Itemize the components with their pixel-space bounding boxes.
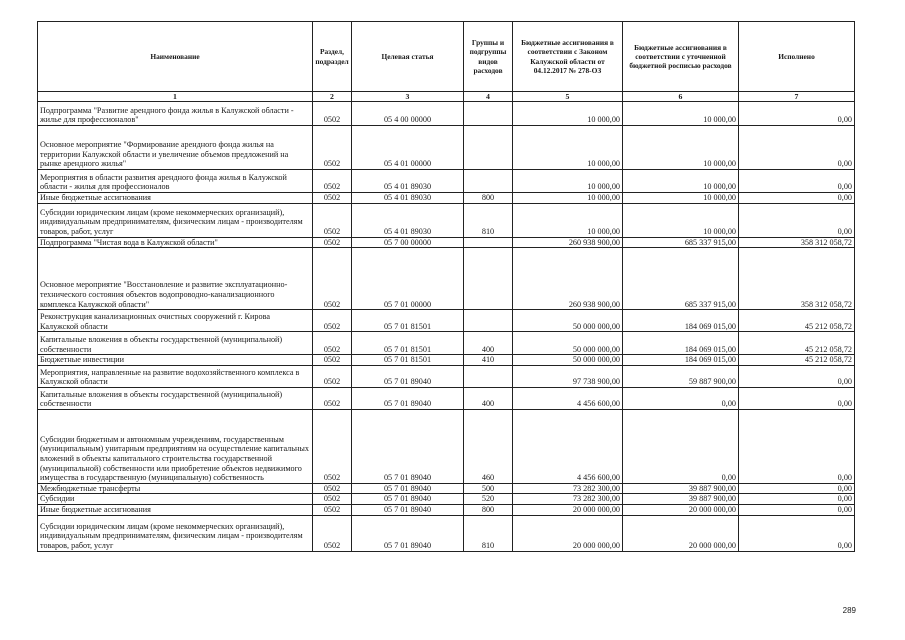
row-name: Межбюджетные трансферты bbox=[38, 483, 313, 494]
row-executed-amount: 45 212 058,72 bbox=[739, 310, 855, 332]
row-executed-amount: 0,00 bbox=[739, 365, 855, 387]
row-law-amount: 10 000,00 bbox=[513, 126, 623, 170]
row-target: 05 7 01 00000 bbox=[352, 248, 464, 310]
row-section: 0502 bbox=[313, 515, 352, 551]
row-target: 05 7 01 89040 bbox=[352, 409, 464, 483]
row-name: Субсидии юридическим лицам (кроме некоммерческих организаций), индивидуальным предпринимателям, физическим лицам - производителям товаров, работ, услуг bbox=[38, 203, 313, 237]
table-row bbox=[38, 193, 855, 204]
row-section: 0502 bbox=[313, 365, 352, 387]
table-row bbox=[38, 504, 855, 515]
row-name: Основное мероприятие "Восстановление и развитие эксплуатационно-технического состояния объектов водопроводно-канализационного комплекса Калужской области" bbox=[38, 248, 313, 310]
row-law-amount: 73 282 300,00 bbox=[513, 494, 623, 505]
row-target: 05 7 01 89040 bbox=[352, 515, 464, 551]
row-name: Мероприятия, направленные на развитие водохозяйственного комплекса в Калужской области bbox=[38, 365, 313, 387]
row-revised-amount: 39 887 900,00 bbox=[623, 494, 739, 505]
row-law-amount: 20 000 000,00 bbox=[513, 515, 623, 551]
row-executed-amount: 0,00 bbox=[739, 102, 855, 126]
row-revised-amount: 10 000,00 bbox=[623, 203, 739, 237]
row-law-amount: 20 000 000,00 bbox=[513, 504, 623, 515]
row-group: 410 bbox=[464, 355, 513, 366]
row-section: 0502 bbox=[313, 310, 352, 332]
row-section: 0502 bbox=[313, 170, 352, 193]
row-section: 0502 bbox=[313, 193, 352, 204]
column-number: 4 bbox=[464, 92, 513, 102]
row-name: Капитальные вложения в объекты государственной (муниципальной) собственности bbox=[38, 387, 313, 409]
row-section: 0502 bbox=[313, 504, 352, 515]
row-target: 05 7 01 89040 bbox=[352, 387, 464, 409]
row-law-amount: 73 282 300,00 bbox=[513, 483, 623, 494]
row-name: Иные бюджетные ассигнования bbox=[38, 504, 313, 515]
row-target: 05 7 01 81501 bbox=[352, 355, 464, 366]
row-revised-amount: 184 069 015,00 bbox=[623, 355, 739, 366]
row-revised-amount: 184 069 015,00 bbox=[623, 310, 739, 332]
row-section: 0502 bbox=[313, 483, 352, 494]
row-group bbox=[464, 310, 513, 332]
column-number: 6 bbox=[623, 92, 739, 102]
row-executed-amount: 0,00 bbox=[739, 515, 855, 551]
row-executed-amount: 0,00 bbox=[739, 504, 855, 515]
table-row bbox=[38, 170, 855, 193]
row-revised-amount: 10 000,00 bbox=[623, 102, 739, 126]
row-target: 05 7 00 00000 bbox=[352, 237, 464, 248]
row-group: 520 bbox=[464, 494, 513, 505]
row-name: Реконструкция канализационных очистных сооружений г. Кирова Калужской области bbox=[38, 310, 313, 332]
header-law-allocation: Бюджетные ассигнования в соответствии с Законом Калужской области от 04.12.2017 № 278-ОЗ bbox=[513, 22, 623, 92]
row-name: Субсидии бюджетным и автономным учреждениям, государственным (муниципальным) унитарным предприятиям на осуществление капитальных вложений в объекты капитального строительства государственной (муниципальной) собственности или приобретение объектов недвижимого имущества в государственную (муниципальную) собственность bbox=[38, 409, 313, 483]
row-law-amount: 50 000 000,00 bbox=[513, 355, 623, 366]
row-target: 05 7 01 89040 bbox=[352, 504, 464, 515]
column-number: 1 bbox=[38, 92, 313, 102]
row-group bbox=[464, 237, 513, 248]
row-section: 0502 bbox=[313, 126, 352, 170]
row-executed-amount: 0,00 bbox=[739, 483, 855, 494]
row-group bbox=[464, 248, 513, 310]
row-group: 800 bbox=[464, 193, 513, 204]
row-section: 0502 bbox=[313, 409, 352, 483]
row-target: 05 7 01 89040 bbox=[352, 365, 464, 387]
row-law-amount: 10 000,00 bbox=[513, 102, 623, 126]
row-law-amount: 10 000,00 bbox=[513, 203, 623, 237]
table-row bbox=[38, 102, 855, 126]
row-revised-amount: 685 337 915,00 bbox=[623, 248, 739, 310]
row-law-amount: 50 000 000,00 bbox=[513, 310, 623, 332]
row-section: 0502 bbox=[313, 332, 352, 355]
row-law-amount: 4 456 600,00 bbox=[513, 409, 623, 483]
row-group bbox=[464, 126, 513, 170]
column-number: 2 bbox=[313, 92, 352, 102]
table-row bbox=[38, 203, 855, 237]
header-executed: Исполнено bbox=[739, 22, 855, 92]
row-target: 05 7 01 81501 bbox=[352, 332, 464, 355]
table-row bbox=[38, 237, 855, 248]
row-executed-amount: 0,00 bbox=[739, 170, 855, 193]
row-revised-amount: 20 000 000,00 bbox=[623, 515, 739, 551]
header-target: Целевая статья bbox=[352, 22, 464, 92]
budget-sheet bbox=[37, 21, 855, 552]
table-row bbox=[38, 483, 855, 494]
budget-table bbox=[37, 21, 855, 552]
row-revised-amount: 184 069 015,00 bbox=[623, 332, 739, 355]
header-row bbox=[38, 22, 855, 92]
row-revised-amount: 0,00 bbox=[623, 409, 739, 483]
page-number: 289 bbox=[842, 606, 856, 615]
table-row bbox=[38, 332, 855, 355]
row-group: 810 bbox=[464, 515, 513, 551]
row-executed-amount: 358 312 058,72 bbox=[739, 237, 855, 248]
row-executed-amount: 0,00 bbox=[739, 409, 855, 483]
row-group: 500 bbox=[464, 483, 513, 494]
row-group bbox=[464, 365, 513, 387]
row-name: Субсидии юридическим лицам (кроме некоммерческих организаций), индивидуальным предпринимателям, физическим лицам - производителям товаров, работ, услуг bbox=[38, 515, 313, 551]
column-number: 7 bbox=[739, 92, 855, 102]
row-revised-amount: 10 000,00 bbox=[623, 193, 739, 204]
header-name: Наименование bbox=[38, 22, 313, 92]
row-name: Капитальные вложения в объекты государственной (муниципальной) собственности bbox=[38, 332, 313, 355]
row-name: Субсидии bbox=[38, 494, 313, 505]
row-law-amount: 260 938 900,00 bbox=[513, 248, 623, 310]
table-row bbox=[38, 126, 855, 170]
row-group: 460 bbox=[464, 409, 513, 483]
table-row bbox=[38, 365, 855, 387]
row-revised-amount: 10 000,00 bbox=[623, 126, 739, 170]
row-revised-amount: 59 887 900,00 bbox=[623, 365, 739, 387]
row-law-amount: 97 738 900,00 bbox=[513, 365, 623, 387]
row-law-amount: 4 456 600,00 bbox=[513, 387, 623, 409]
table-row bbox=[38, 248, 855, 310]
row-law-amount: 50 000 000,00 bbox=[513, 332, 623, 355]
row-revised-amount: 10 000,00 bbox=[623, 170, 739, 193]
row-target: 05 4 01 89030 bbox=[352, 193, 464, 204]
row-revised-amount: 20 000 000,00 bbox=[623, 504, 739, 515]
row-name: Подпрограмма "Чистая вода в Калужской области" bbox=[38, 237, 313, 248]
row-target: 05 7 01 89040 bbox=[352, 494, 464, 505]
row-law-amount: 260 938 900,00 bbox=[513, 237, 623, 248]
column-number: 5 bbox=[513, 92, 623, 102]
table-row bbox=[38, 355, 855, 366]
row-executed-amount: 358 312 058,72 bbox=[739, 248, 855, 310]
row-executed-amount: 45 212 058,72 bbox=[739, 355, 855, 366]
table-row bbox=[38, 515, 855, 551]
row-group bbox=[464, 170, 513, 193]
row-section: 0502 bbox=[313, 203, 352, 237]
row-law-amount: 10 000,00 bbox=[513, 193, 623, 204]
header-revised-allocation: Бюджетные ассигнования в соответствии с уточненной бюджетной росписью расходов bbox=[623, 22, 739, 92]
row-section: 0502 bbox=[313, 248, 352, 310]
row-revised-amount: 39 887 900,00 bbox=[623, 483, 739, 494]
header-section: Раздел, подраздел bbox=[313, 22, 352, 92]
row-group: 400 bbox=[464, 332, 513, 355]
row-target: 05 4 01 89030 bbox=[352, 170, 464, 193]
row-name: Мероприятия в области развития арендного фонда жилья в Калужской области - жилья для профессионалов bbox=[38, 170, 313, 193]
row-target: 05 7 01 81501 bbox=[352, 310, 464, 332]
row-law-amount: 10 000,00 bbox=[513, 170, 623, 193]
table-row bbox=[38, 387, 855, 409]
row-section: 0502 bbox=[313, 237, 352, 248]
row-name: Основное мероприятие "Формирование арендного фонда жилья на территории Калужской области и увеличение объемов предложений на рынке арендного жилья" bbox=[38, 126, 313, 170]
row-section: 0502 bbox=[313, 387, 352, 409]
row-revised-amount: 685 337 915,00 bbox=[623, 237, 739, 248]
row-name: Бюджетные инвестиции bbox=[38, 355, 313, 366]
row-executed-amount: 0,00 bbox=[739, 387, 855, 409]
row-revised-amount: 0,00 bbox=[623, 387, 739, 409]
row-target: 05 4 01 89030 bbox=[352, 203, 464, 237]
table-row bbox=[38, 494, 855, 505]
budget-rows bbox=[38, 102, 855, 552]
column-number: 3 bbox=[352, 92, 464, 102]
row-name: Иные бюджетные ассигнования bbox=[38, 193, 313, 204]
table-row bbox=[38, 310, 855, 332]
row-executed-amount: 0,00 bbox=[739, 126, 855, 170]
row-target: 05 4 00 00000 bbox=[352, 102, 464, 126]
row-group: 800 bbox=[464, 504, 513, 515]
row-section: 0502 bbox=[313, 355, 352, 366]
column-number-row bbox=[38, 92, 855, 102]
row-section: 0502 bbox=[313, 494, 352, 505]
row-group: 810 bbox=[464, 203, 513, 237]
row-group: 400 bbox=[464, 387, 513, 409]
row-executed-amount: 45 212 058,72 bbox=[739, 332, 855, 355]
row-name: Подпрограмма "Развитие арендного фонда жилья в Калужской области - жилье для профессионалов" bbox=[38, 102, 313, 126]
row-target: 05 7 01 89040 bbox=[352, 483, 464, 494]
table-row bbox=[38, 409, 855, 483]
header-group: Группы и подгруппы видов расходов bbox=[464, 22, 513, 92]
row-target: 05 4 01 00000 bbox=[352, 126, 464, 170]
row-group bbox=[464, 102, 513, 126]
row-executed-amount: 0,00 bbox=[739, 494, 855, 505]
row-section: 0502 bbox=[313, 102, 352, 126]
row-executed-amount: 0,00 bbox=[739, 193, 855, 204]
row-executed-amount: 0,00 bbox=[739, 203, 855, 237]
